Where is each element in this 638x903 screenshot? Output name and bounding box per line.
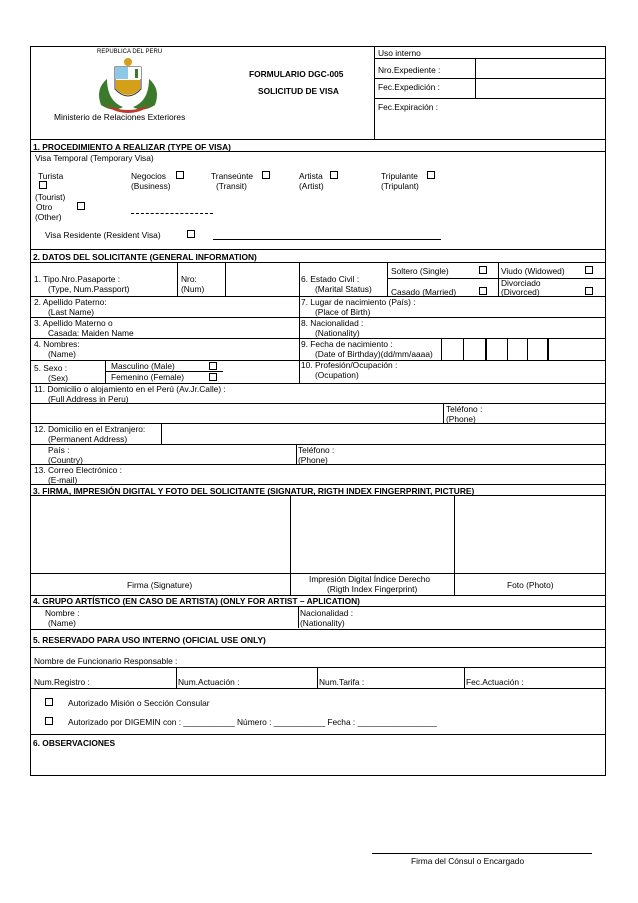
maiden-name-label: 3. Apellido Materno o (34, 318, 113, 328)
fingerprint-caption: Impresión Digital Índice Derecho (309, 574, 431, 584)
widowed-checkbox[interactable] (585, 266, 593, 274)
section-6-title: 6. OBSERVACIONES (33, 738, 116, 748)
photo-caption: Foto (Photo) (507, 580, 554, 590)
turista-checkbox[interactable] (39, 181, 47, 189)
passport-num-sub: (Num) (181, 284, 205, 294)
negocios-checkbox[interactable] (176, 171, 184, 179)
maiden-name-sub: Casada: Maiden Name (48, 328, 134, 338)
married-checkbox[interactable] (479, 287, 487, 295)
observations-area[interactable] (32, 749, 604, 775)
resident-visa-checkbox[interactable] (187, 230, 195, 238)
phone-foreign-label: Teléfono : (298, 445, 335, 455)
single-label: Soltero (Single) (391, 266, 449, 276)
male-label: Masculino (Male) (111, 361, 175, 371)
female-checkbox[interactable] (209, 373, 217, 381)
country-label: País : (48, 445, 70, 455)
widowed-label: Viudo (Widowed) (501, 266, 565, 276)
female-label: Femenino (Female) (111, 372, 185, 382)
last-name-label: 2. Apellido Paterno: (34, 297, 107, 307)
tripulante-label: Tripulante (381, 171, 418, 181)
photo-box[interactable] (455, 496, 605, 573)
artista-checkbox[interactable] (330, 171, 338, 179)
birthplace-sub: (Place of Birth) (315, 307, 371, 317)
passport-num-label: Nro: (181, 274, 197, 284)
divorced-sub: (Divorced) (501, 287, 540, 297)
expediente-label: Nro.Expediente : (378, 65, 441, 75)
phone-foreign-sub: (Phone) (298, 455, 328, 465)
address-peru-sub: (Full Address in Peru) (48, 394, 129, 404)
ministry-name: Ministerio de Relaciones Exteriores (54, 112, 186, 122)
digemin-auth-label: Autorizado por DIGEMIN con : ___________ Número : ___________ Fecha : _________________ (68, 717, 437, 727)
artist-group-name-sub: (Name) (48, 618, 76, 628)
action-date-label: Fec.Actuación : (466, 677, 524, 687)
email-label: 13. Correo Electrónico : (34, 465, 122, 475)
foreign-address-label: 12. Domicilio en el Extranjero: (34, 424, 146, 434)
foreign-address-sub: (Permanent Address) (48, 434, 128, 444)
fingerprint-caption-sub: (Rigth Index Fingerprint) (327, 584, 418, 594)
peru-coat-of-arms (93, 49, 163, 115)
first-name-label: 4. Nombres: (34, 339, 80, 349)
birthdate-label: 9. Fecha de nacimiento : (301, 339, 393, 349)
section-2-title: 2. DATOS DEL SOLICITANTE (GENERAL INFORMATION) (33, 252, 257, 262)
seal-text: REPUBLICA DEL PERU (97, 49, 163, 55)
email-sub: (E-mail) (48, 475, 78, 485)
section-4-title: 4. GRUPO ARTÍSTICO (EN CASO DE ARTISTA) (ONLY FOR ARTIST – APLICATION) (33, 596, 360, 606)
passport-type-sub: (Type, Num.Passport) (48, 284, 130, 294)
phone-peru-label: Teléfono : (446, 404, 483, 414)
signature-box[interactable] (32, 496, 289, 573)
date-box[interactable] (441, 338, 442, 360)
artist-group-nationality-label: Nacionalidad : (300, 608, 354, 618)
section-3-title: 3. FIRMA, IMPRESIÓN DIGITAL Y FOTO DEL SOLICITANTE (SIGNATUR, RIGTH INDEX FINGERPRINT, PICTURE) (33, 486, 475, 496)
marital-status-sub: (Marital Status) (315, 284, 372, 294)
consular-auth-checkbox[interactable] (45, 698, 53, 706)
expiracion-label: Fec.Expiración : (378, 102, 439, 112)
married-label: Casado (Married) (391, 287, 457, 297)
artist-group-name-label: Nombre : (45, 608, 80, 618)
signature-caption: Firma (Signature) (127, 580, 193, 590)
single-checkbox[interactable] (479, 266, 487, 274)
birthplace-label: 7. Lugar de nacimiento (País) : (301, 297, 416, 307)
internal-use-label: Uso interno (378, 48, 421, 58)
tripulante-checkbox[interactable] (427, 171, 435, 179)
otro-label: Otro (36, 202, 53, 212)
occupation-sub: (Ocupation) (315, 370, 359, 380)
official-name-label: Nombre de Funcionario Responsable : (34, 656, 178, 666)
registration-num-label: Num.Registro : (34, 677, 90, 687)
country-sub: (Country) (48, 455, 83, 465)
otro-checkbox[interactable] (77, 202, 85, 210)
occupation-label: 10. Profesión/Ocupación : (301, 360, 398, 370)
otro-specify-line[interactable] (131, 213, 213, 214)
sex-sub: (Sex) (48, 373, 69, 383)
artist-group-nationality-sub: (Nationality) (300, 618, 345, 628)
first-name-sub: (Name) (48, 349, 76, 359)
action-num-label: Num.Actuación : (178, 677, 240, 687)
temporary-visa-label: Visa Temporal (Temporary Visa) (35, 153, 154, 163)
nationality-sub: (Nationality) (315, 328, 360, 338)
transit-label: (Transit) (216, 181, 247, 191)
sex-label: 5. Sexo : (34, 363, 68, 373)
divorced-label: Divorciado (501, 278, 541, 288)
consul-signature-line[interactable] (372, 853, 592, 854)
form-title: SOLICITUD DE VISA (258, 86, 339, 96)
tariff-num-label: Num.Tarifa : (319, 677, 365, 687)
artist-label: (Artist) (299, 181, 324, 191)
divorced-checkbox[interactable] (585, 287, 593, 295)
artista-label: Artista (299, 171, 323, 181)
resident-visa-line[interactable] (213, 239, 441, 240)
resident-visa-label: Visa Residente (Resident Visa) (45, 230, 161, 240)
address-peru-label: 11. Domicilio o alojamiento en el Perú (Av.Jr.Calle) : (34, 384, 226, 394)
fingerprint-box[interactable] (291, 496, 453, 573)
consul-signature-label: Firma del Cónsul o Encargado (411, 856, 525, 866)
section-1-title: 1. PROCEDIMIENTO A REALIZAR (TYPE OF VISA) (33, 142, 231, 152)
digemin-auth-checkbox[interactable] (45, 717, 53, 725)
passport-type-label: 1. Tipo.Nro.Pasaporte : (34, 274, 121, 284)
turista-label: Turista (38, 171, 64, 181)
other-label: (Other) (35, 212, 62, 222)
marital-status-label: 6. Estado Civil : (301, 274, 360, 284)
negocios-label: Negocios (131, 171, 166, 181)
expedicion-label: Fec.Expedición : (378, 82, 440, 92)
nationality-label: 8. Nacionalidad : (301, 318, 364, 328)
phone-peru-sub: (Phone) (446, 414, 476, 424)
birthdate-sub: (Date of Birthday)(dd/mm/aaaa) (315, 349, 433, 359)
tourist-label: (Tourist) (35, 192, 66, 202)
business-label: (Business) (131, 181, 171, 191)
transeunte-checkbox[interactable] (262, 171, 270, 179)
tripulant-label: (Tripulant) (381, 181, 419, 191)
transeunte-label: Transeúnte (211, 171, 254, 181)
visa-application-form (30, 46, 606, 776)
male-checkbox[interactable] (209, 362, 217, 370)
last-name-sub: (Last Name) (48, 307, 95, 317)
form-code: FORMULARIO DGC-005 (249, 69, 344, 79)
consular-auth-label: Autorizado Misión o Sección Consular (68, 698, 210, 708)
section-5-title: 5. RESERVADO PARA USO INTERNO (OFICIAL USE ONLY) (33, 635, 266, 645)
